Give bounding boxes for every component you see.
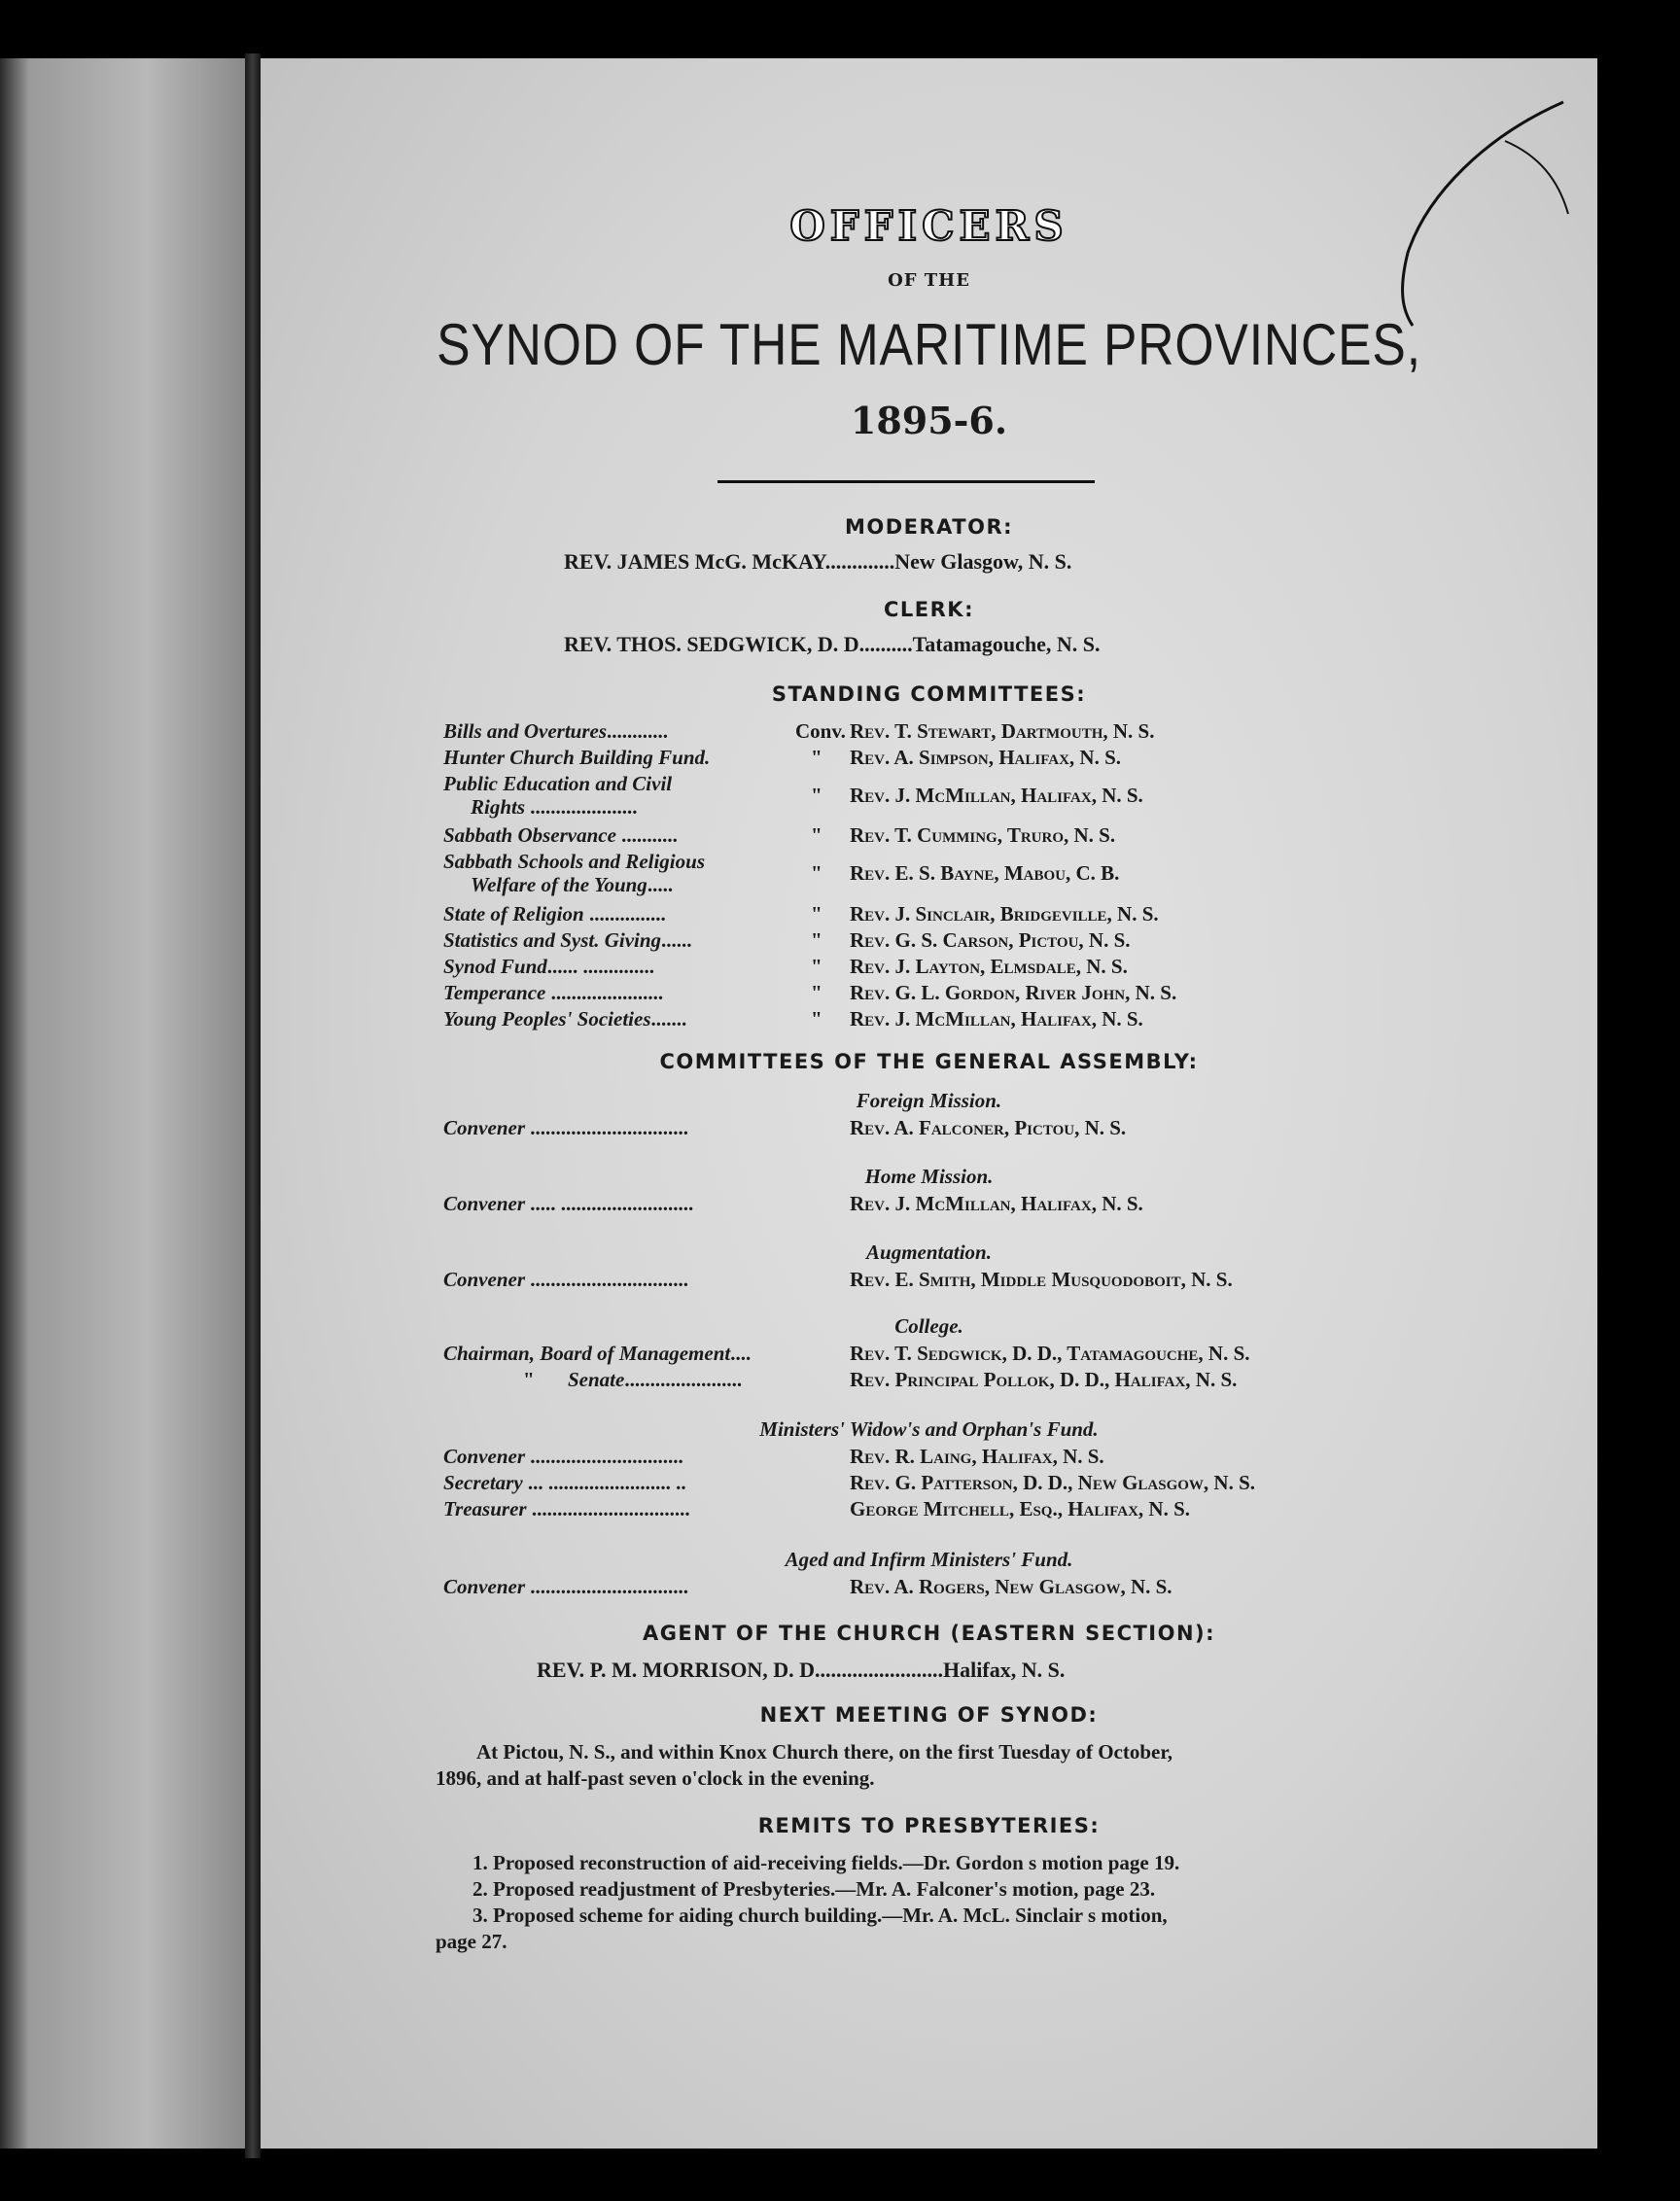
officer-name: Rev. R. Laing, Halifax, N. S.	[850, 1445, 1104, 1468]
ditto-mark: "	[811, 955, 822, 978]
widows-row	[443, 1445, 1464, 1470]
standing-row	[443, 928, 1464, 954]
role-label: Chairman, Board of Management....	[443, 1342, 752, 1365]
officers-title: OFFICERS	[789, 202, 1068, 250]
role-label: Secretary ... ........................ ..	[443, 1471, 686, 1494]
clerk-line	[564, 632, 1101, 657]
widows-row	[443, 1497, 1464, 1522]
committee-name: Temperance ......................	[443, 981, 664, 1004]
senate-name: Rev. Principal Pollok, D. D., Halifax, N. S.	[850, 1368, 1238, 1391]
convener-name: Rev. J. McMillan, Halifax, N. S.	[850, 784, 1143, 807]
role-label: Convener ..............................	[443, 1445, 683, 1468]
document-page	[261, 58, 1597, 2149]
officer-name: George Mitchell, Esq., Halifax, N. S.	[850, 1497, 1191, 1520]
ditto-mark: "	[811, 746, 822, 769]
meeting-line-2: 1896, and at half-past seven o'clock in the evening.	[436, 1766, 875, 1790]
moderator-place: New Glasgow, N. S.	[894, 549, 1072, 574]
ditto-mark: "	[811, 981, 822, 1004]
clerk-place: Tatamagouche, N. S.	[912, 632, 1101, 656]
committee-name: Sabbath Schools and Religious	[443, 850, 705, 873]
chairman-name: Rev. T. Sedgwick, D. D., Tatamagouche, N. S.	[850, 1342, 1250, 1365]
moderator-name: REV. JAMES McG. McKAY	[564, 549, 825, 574]
meeting-line-1: At Pictou, N. S., and within Knox Church there, on the first Tuesday of October,	[476, 1740, 1173, 1764]
role-label: Senate.......................	[568, 1368, 743, 1391]
remit-item: 3. Proposed scheme for aiding church building.—Mr. A. McL. Sinclair s motion,	[472, 1904, 1168, 1927]
remits-heading: REMITS TO PRESBYTERIES:	[757, 1814, 1101, 1837]
remit-item-tail: page 27.	[436, 1930, 508, 1953]
convener-name: Rev. A. Rogers, New Glasgow, N. S.	[850, 1575, 1172, 1598]
home-convener-row	[443, 1192, 1464, 1217]
clerk-heading: CLERK:	[884, 598, 974, 621]
committee-name: Synod Fund...... ..............	[443, 955, 655, 978]
standing-row	[443, 850, 1464, 900]
synod-title: SYNOD OF THE MARITIME PROVINCES,	[437, 312, 1421, 377]
ditto-mark: "	[811, 823, 822, 847]
convener-name: Rev. J. McMillan, Halifax, N. S.	[850, 1007, 1143, 1031]
remit-item: 1. Proposed reconstruction of aid-receiving fields.—Dr. Gordon s motion page 19.	[472, 1851, 1180, 1874]
book-spine	[245, 53, 261, 2158]
clerk-name: REV. THOS. SEDGWICK, D. D	[564, 632, 859, 656]
committee-name: State of Religion ...............	[443, 902, 666, 926]
moderator-dots: .............	[824, 549, 895, 574]
assembly-heading: COMMITTEES OF THE GENERAL ASSEMBLY:	[659, 1050, 1199, 1073]
agent-line	[537, 1658, 1065, 1683]
agent-dots: ........................	[815, 1658, 944, 1682]
convener-name: Rev. T. Stewart, Dartmouth, N. S.	[850, 719, 1155, 743]
standing-row	[443, 902, 1464, 927]
ditto-mark: "	[811, 928, 822, 952]
role-label: Convener ...............................	[443, 1116, 688, 1139]
augmentation-convener-row	[443, 1268, 1464, 1293]
college-chairman-row	[443, 1342, 1464, 1367]
agent-place: Halifax, N. S.	[943, 1658, 1066, 1682]
college-senate-row	[443, 1368, 1464, 1393]
convener-name: Rev. A. Falconer, Pictou, N. S.	[850, 1116, 1127, 1139]
ditto-mark: "	[811, 1007, 822, 1031]
standing-row	[443, 1007, 1464, 1032]
aged-fund-title: Aged and Infirm Ministers' Fund.	[785, 1548, 1073, 1571]
convener-name: Rev. G. S. Carson, Pictou, N. S.	[850, 928, 1131, 952]
moderator-heading: MODERATOR:	[844, 515, 1014, 539]
standing-row	[443, 823, 1464, 849]
pen-mark	[1369, 97, 1573, 331]
augmentation-title: Augmentation.	[866, 1240, 992, 1264]
role-label: Convener ..... ..........................	[443, 1192, 694, 1215]
convener-name: Rev. A. Simpson, Halifax, N. S.	[850, 746, 1122, 769]
convener-name: Rev. T. Cumming, Truro, N. S.	[850, 823, 1116, 847]
agent-name: REV. P. M. MORRISON, D. D	[537, 1658, 816, 1682]
remit-item: 2. Proposed readjustment of Presbyteries.—Mr. A. Falconer's motion, page 23.	[472, 1877, 1156, 1901]
title-rule	[718, 480, 1095, 483]
agent-heading: AGENT OF THE CHURCH (EASTERN SECTION):	[642, 1622, 1216, 1645]
role-label: Convener ...............................	[443, 1268, 688, 1291]
committee-name: Public Education and Civil	[443, 772, 673, 795]
year-text: 1895-6.	[850, 399, 1008, 442]
of-the-text: OF THE	[888, 270, 970, 291]
convener-name: Rev. E. Smith, Middle Musquodoboit, N. S.	[850, 1268, 1233, 1291]
committee-name-cont: Rights .....................	[471, 795, 638, 819]
standing-row	[443, 955, 1464, 980]
clerk-dots: ..........	[858, 632, 913, 656]
left-page-edge	[0, 58, 245, 2149]
ditto-mark: "	[811, 861, 822, 885]
convener-name: Rev. J. McMillan, Halifax, N. S.	[850, 1192, 1143, 1215]
meeting-heading: NEXT MEETING OF SYNOD:	[759, 1703, 1099, 1727]
widows-row	[443, 1471, 1464, 1496]
right-margin	[1597, 58, 1680, 2149]
convener-name: Rev. J. Layton, Elmsdale, N. S.	[850, 955, 1128, 978]
aged-convener-row	[443, 1575, 1464, 1600]
committee-name: Statistics and Syst. Giving......	[443, 928, 692, 952]
standing-heading: STANDING COMMITTEES:	[771, 682, 1087, 706]
ditto-mark: "	[811, 902, 822, 926]
standing-row	[443, 719, 1464, 745]
ditto-mark: "	[523, 1368, 535, 1391]
foreign-mission-title: Foreign Mission.	[856, 1089, 1002, 1112]
convener-name: Rev. J. Sinclair, Bridgeville, N. S.	[850, 902, 1159, 926]
convener-name: Rev. E. S. Bayne, Mabou, C. B.	[850, 861, 1120, 885]
standing-row	[443, 981, 1464, 1006]
moderator-line	[564, 549, 1071, 575]
widows-fund-title: Ministers' Widow's and Orphan's Fund.	[759, 1417, 1099, 1441]
college-title: College.	[894, 1314, 963, 1338]
committee-name-cont: Welfare of the Young.....	[471, 873, 674, 896]
standing-row	[443, 746, 1464, 771]
role-label: Treasurer ...............................	[443, 1497, 690, 1520]
committee-name: Young Peoples' Societies.......	[443, 1007, 687, 1031]
home-mission-title: Home Mission.	[864, 1165, 994, 1188]
convener-mark: Conv.	[795, 719, 846, 743]
committee-name: Bills and Overtures............	[443, 719, 669, 743]
role-label: Convener ...............................	[443, 1575, 688, 1598]
committee-name: Sabbath Observance ...........	[443, 823, 678, 847]
officer-name: Rev. G. Patterson, D. D., New Glasgow, N. S.	[850, 1471, 1256, 1494]
convener-name: Rev. G. L. Gordon, River John, N. S.	[850, 981, 1177, 1004]
committee-name: Hunter Church Building Fund.	[443, 746, 711, 769]
standing-row	[443, 772, 1464, 822]
ditto-mark: "	[811, 784, 822, 807]
foreign-convener-row	[443, 1116, 1464, 1141]
